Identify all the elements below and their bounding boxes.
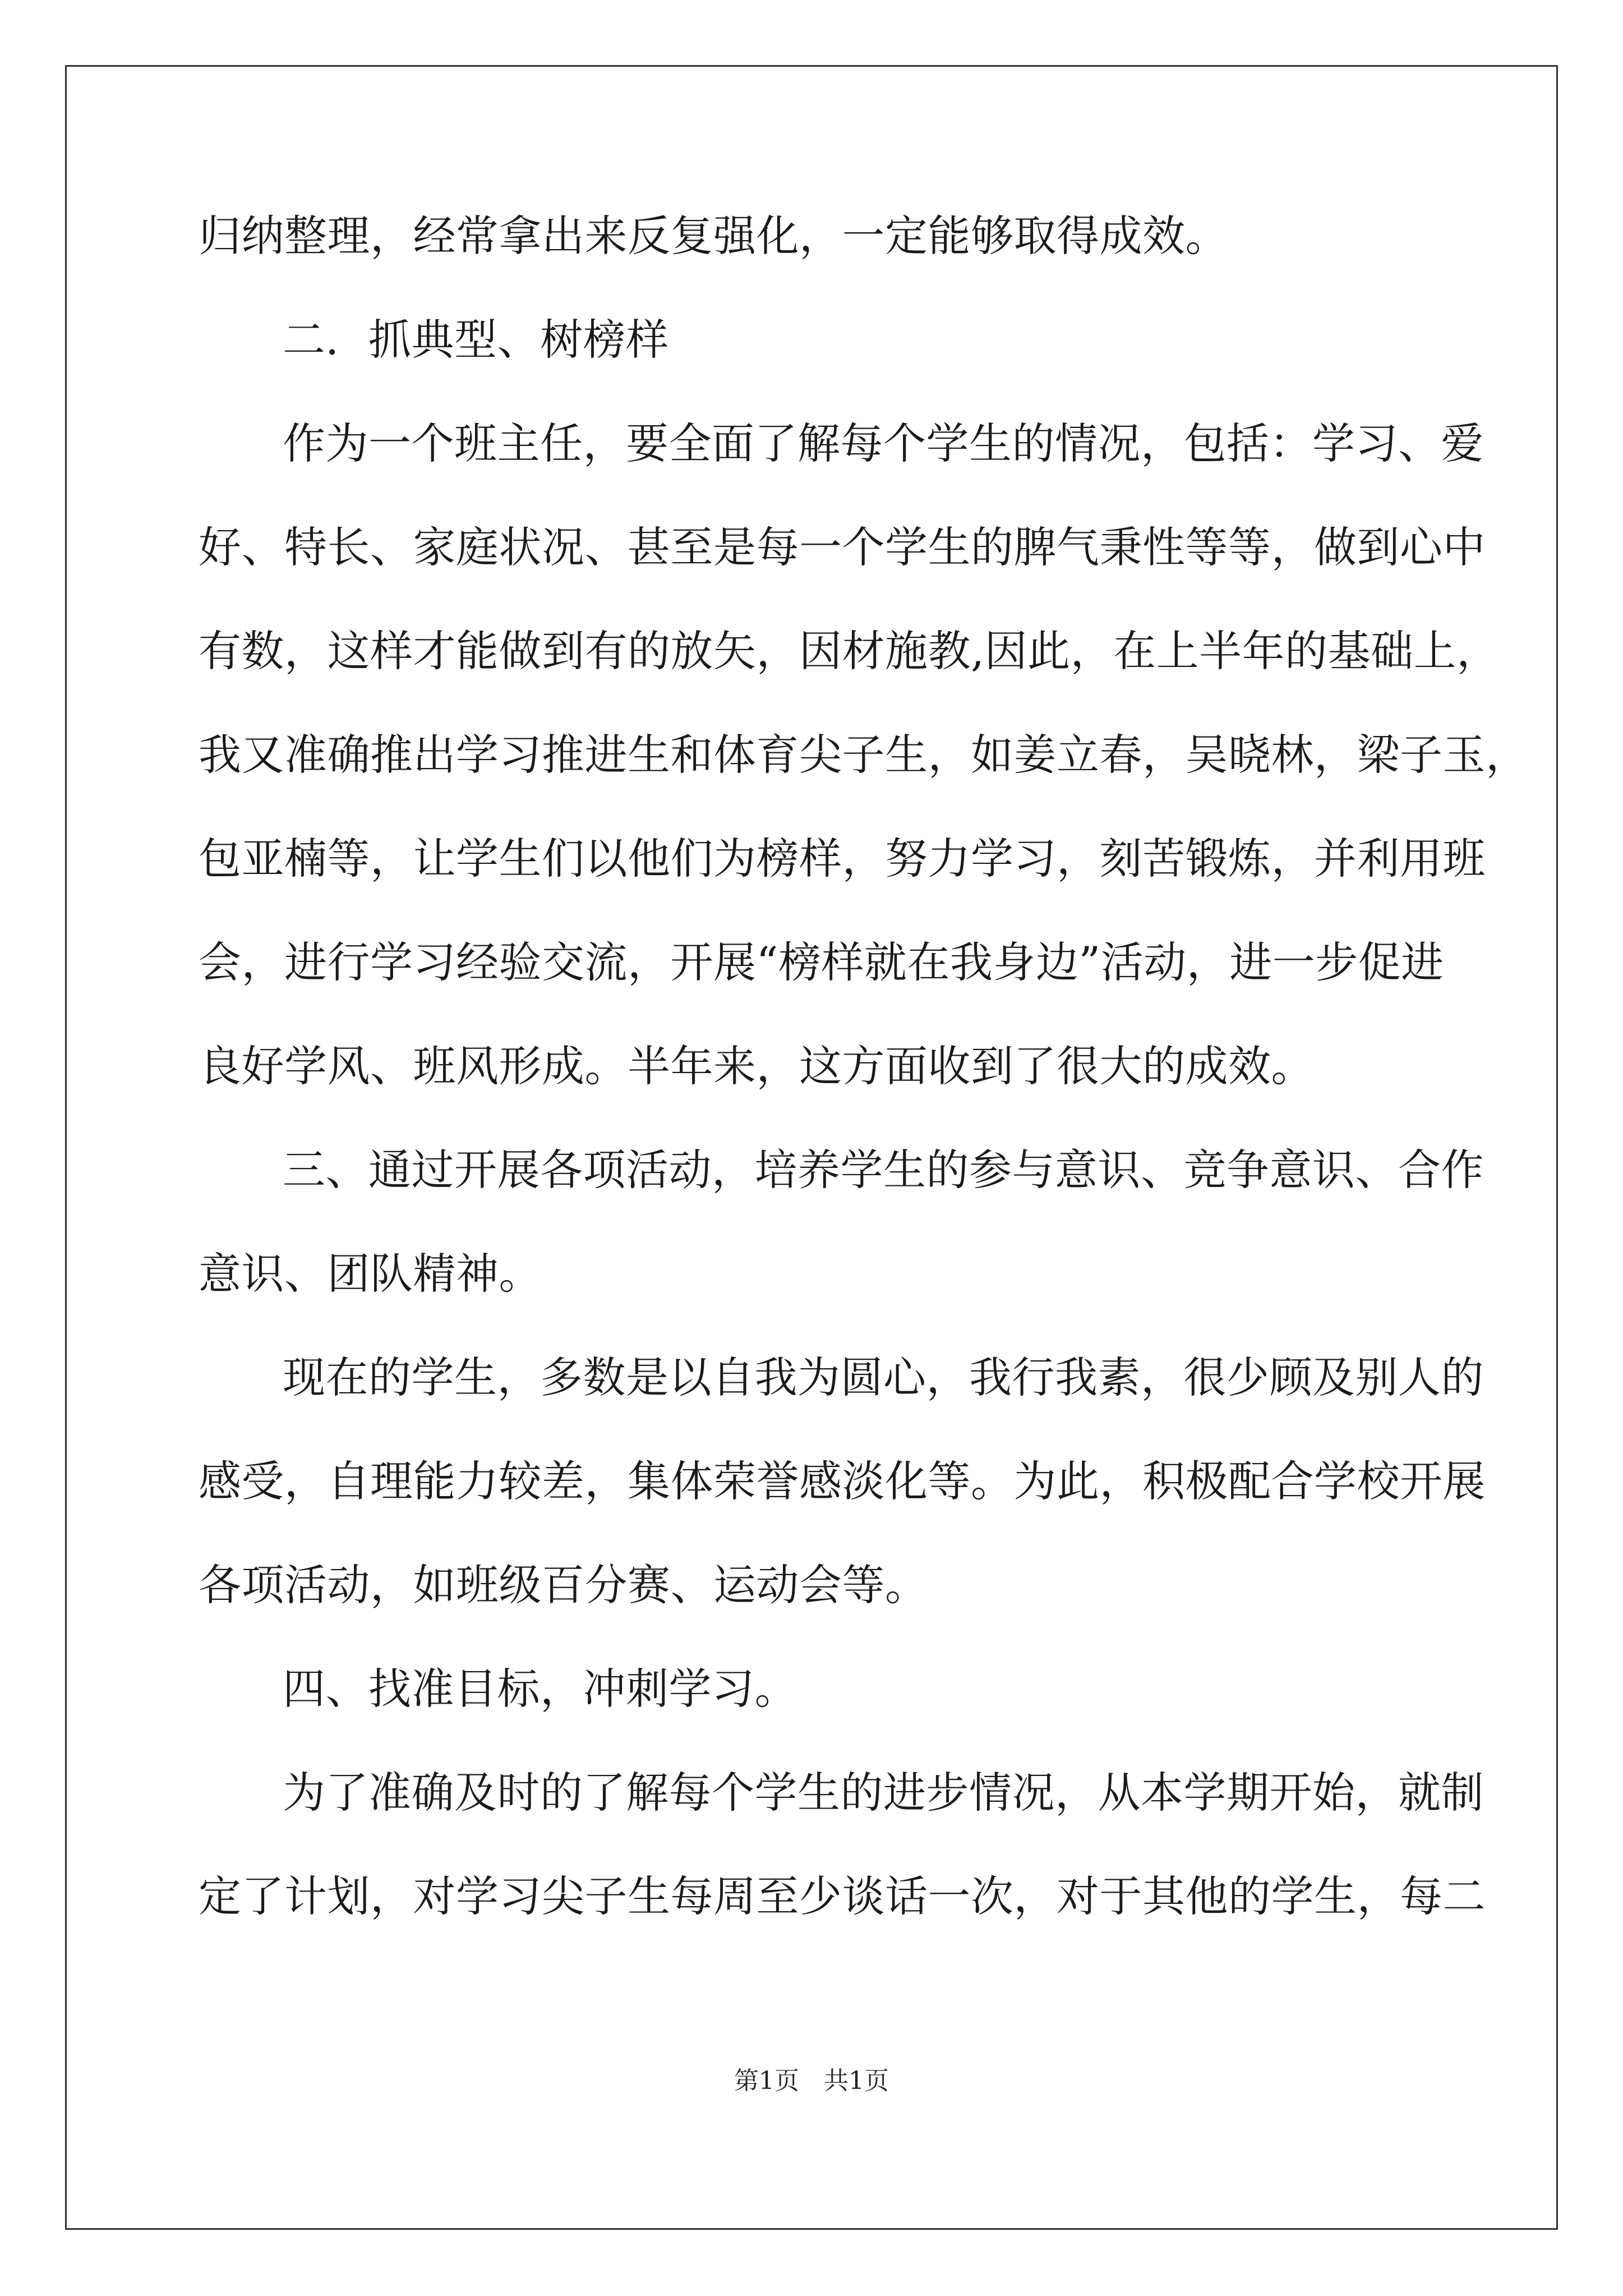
section-heading: 二．抓典型、树榜样 bbox=[283, 315, 669, 365]
text-line: 有数，这样才能做到有的放矢，因材施教,因此，在上半年的基础上， bbox=[199, 626, 1500, 676]
text-line: 包亚楠等，让学生们以他们为榜样，努力学习，刻苦锻炼，并利用班 bbox=[199, 834, 1486, 884]
text-line: 我又准确推出学习推进生和体育尖子生，如姜立春，吴晓林，梁子玉， bbox=[199, 730, 1529, 780]
text-line: 好、特长、家庭状况、甚至是每一个学生的脾气秉性等等，做到心中 bbox=[199, 522, 1486, 572]
text-line: 定了计划，对学习尖子生每周至少谈话一次，对于其他的学生，每二 bbox=[199, 1871, 1486, 1921]
page-number-footer: 第1页 共1页 bbox=[734, 2067, 889, 2095]
section-heading: 三、通过开展各项活动，培养学生的参与意识、竞争意识、合作 bbox=[283, 1145, 1484, 1195]
section-heading: 四、找准目标，冲刺学习。 bbox=[283, 1664, 797, 1714]
section-heading: 意识、团队精神。 bbox=[199, 1249, 542, 1299]
text-line: 良好学风、班风形成。半年来，这方面收到了很大的成效。 bbox=[199, 1041, 1314, 1091]
text-line: 感受，自理能力较差，集体荣誉感淡化等。为此，积极配合学校开展 bbox=[199, 1456, 1486, 1506]
text-line: 归纳整理，经常拿出来反复强化，一定能够取得成效。 bbox=[199, 211, 1228, 261]
text-line: 现在的学生，多数是以自我为圆心，我行我素，很少顾及别人的 bbox=[283, 1352, 1484, 1402]
text-line: 会，进行学习经验交流，开展“榜样就在我身边”活动，进一步促进 bbox=[199, 937, 1444, 987]
text-line: 作为一个班主任，要全面了解每个学生的情况，包括：学习、爱 bbox=[283, 418, 1484, 468]
text-line: 各项活动，如班级百分赛、运动会等。 bbox=[199, 1560, 928, 1610]
text-line: 为了准确及时的了解每个学生的进步情况，从本学期开始，就制 bbox=[283, 1768, 1484, 1818]
